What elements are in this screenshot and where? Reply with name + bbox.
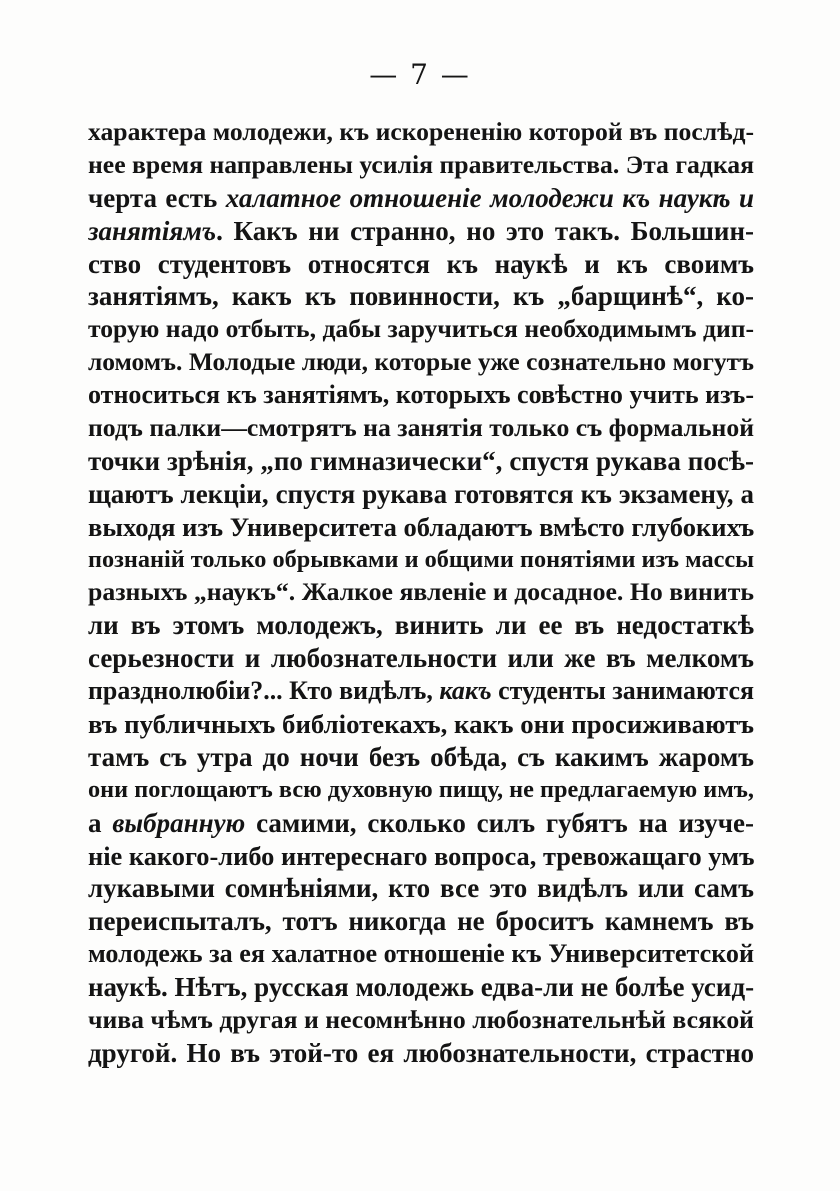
text-line <box>88 346 754 379</box>
text-segment: серьезности и любознательности или же въ мелкомъ <box>88 643 754 674</box>
text-segment: переиспыталъ, тотъ никогда не броситъ камнемъ въ <box>88 906 754 937</box>
text-segment: подъ палки—смотрятъ на занятія только съ формальной <box>88 413 754 443</box>
italic-text-segment: выбранную <box>112 807 246 838</box>
text-line <box>88 248 754 281</box>
text-line <box>88 708 754 741</box>
text-line <box>88 905 754 938</box>
text-segment: относиться къ занятіямъ, которыхъ совѣстно учить изъ- <box>88 380 754 410</box>
text-segment: познаній только обрывками и общими понятіями изъ массы <box>88 545 754 573</box>
text-segment: разныхъ „наукъ“. Жалкое явленіе и досадное. Но винить <box>88 577 754 607</box>
text-segment: празднолюбіи?... Кто видѣлъ, <box>88 676 440 706</box>
text-line <box>88 280 754 313</box>
text-segment: ство студентовъ относятся къ наукѣ и къ своимъ <box>88 248 754 279</box>
text-line <box>88 215 754 248</box>
text-line <box>88 675 754 708</box>
text-line <box>88 576 754 609</box>
text-segment: а <box>88 807 113 838</box>
text-segment: молодежь за ея халатное отношеніе къ Университетской <box>88 939 754 969</box>
text-segment: . Какъ ни странно, но это такъ. Большин- <box>216 215 754 246</box>
text-line <box>88 116 754 149</box>
text-segment: наукѣ. Нѣтъ, русская молодежь едва-ли не болѣе усид- <box>88 972 754 1003</box>
text-line <box>88 445 754 478</box>
text-segment: черта есть <box>88 182 226 213</box>
text-line <box>88 379 754 412</box>
text-segment: занятіямъ, какъ къ повинности, къ „барщинѣ“, ко- <box>88 281 754 312</box>
text-segment: торую надо отбыть, дабы заручиться необходимымъ дип- <box>88 314 754 344</box>
text-line <box>88 1004 754 1037</box>
body-text <box>88 116 754 1070</box>
text-segment: лукавыми сомнѣніями, кто все это видѣлъ или самъ <box>88 873 754 904</box>
text-segment: студенты занимаются <box>491 676 754 706</box>
text-line <box>88 412 754 445</box>
text-segment: ломомъ. Молодые люди, которые уже сознательно могутъ <box>88 347 754 377</box>
text-line <box>88 182 754 215</box>
page-number: — 7 — <box>369 58 471 91</box>
italic-text-segment: какъ <box>439 676 492 706</box>
text-segment: тамъ съ утра до ночи безъ обѣда, съ какимъ жаромъ <box>88 741 754 772</box>
text-segment: щаютъ лекціи, спустя рукава готовятся къ экзамену, а <box>88 478 754 509</box>
text-segment: характера молодежи, къ искорененію которой въ послѣд- <box>88 117 754 146</box>
text-line <box>88 609 754 642</box>
text-segment: они поглощаютъ всю духовную пищу, не предлагаемую имъ, <box>88 775 754 803</box>
italic-text-segment: халатное отношеніе молодежи къ наукѣ и <box>225 182 754 213</box>
text-line <box>88 741 754 774</box>
text-line <box>88 313 754 346</box>
text-segment: въ публичныхъ библіотекахъ, какъ они просиживаютъ <box>88 709 754 740</box>
text-segment: ніе какого-либо интереснаго вопроса, тревожащаго умъ <box>88 840 754 871</box>
text-segment: выходя изъ Университета обладаютъ вмѣсто глубокихъ <box>88 511 754 542</box>
text-line <box>88 938 754 971</box>
text-segment: точки зрѣнія, „по гимназически“, спустя рукава посѣ- <box>88 445 754 476</box>
text-line <box>88 1037 754 1070</box>
text-line <box>88 511 754 544</box>
text-line <box>88 872 754 905</box>
text-line <box>88 971 754 1004</box>
text-segment: ли въ этомъ молодежъ, винить ли ее въ недостаткѣ <box>88 610 754 641</box>
text-line <box>88 642 754 675</box>
text-segment: самими, сколько силъ губятъ на изуче- <box>245 807 754 838</box>
text-line <box>88 774 754 807</box>
text-segment: чива чѣмъ другая и несомнѣнно любознательнѣй всякой <box>88 1005 754 1035</box>
text-line <box>88 807 754 840</box>
text-line <box>88 544 754 577</box>
text-line <box>88 149 754 182</box>
text-segment: нее время направлены усилія правительства. Эта гадкая <box>88 149 754 179</box>
text-segment: другой. Но въ этой-то ея любознательности, страстно <box>88 1037 754 1068</box>
text-line <box>88 840 754 873</box>
text-line <box>88 478 754 511</box>
italic-text-segment: занятіямъ <box>88 215 217 246</box>
